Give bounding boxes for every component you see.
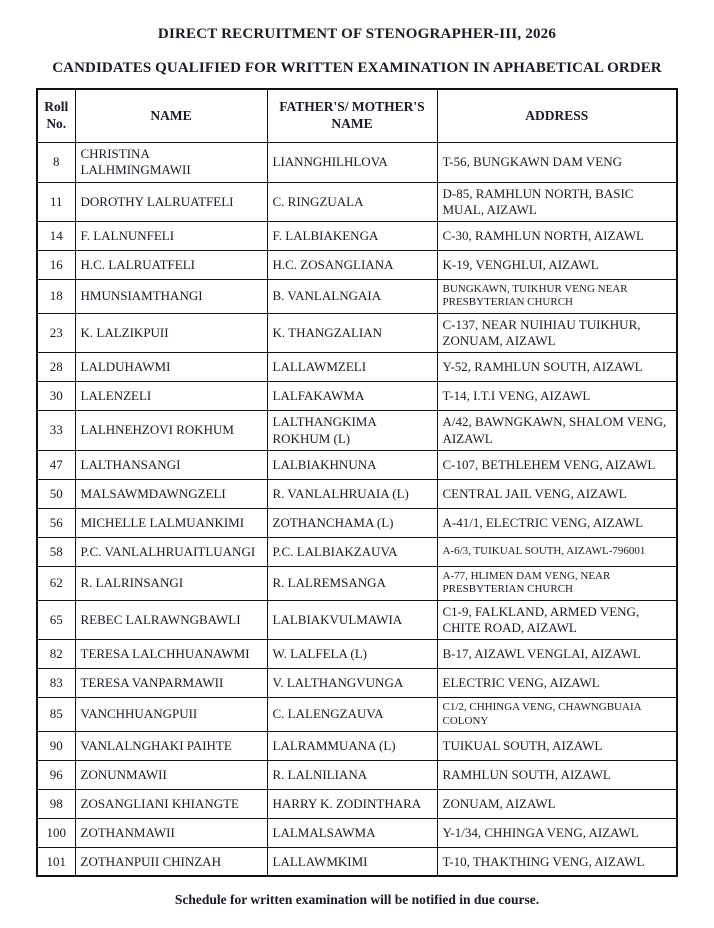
candidate-name-cell: TERESA LALCHHUANAWMI: [75, 640, 267, 669]
roll-number-cell: 100: [37, 818, 75, 847]
roll-number-cell: 96: [37, 760, 75, 789]
roll-number-cell: 50: [37, 479, 75, 508]
parent-name-cell: K. THANGZALIAN: [267, 313, 437, 353]
candidate-name-cell: ZOTHANMAWII: [75, 818, 267, 847]
address-cell: A-6/3, TUIKUAL SOUTH, AIZAWL-796001: [437, 537, 677, 566]
parent-name-cell: LALLAWMZELI: [267, 353, 437, 382]
parent-name-cell: LALTHANGKIMA ROKHUM (L): [267, 411, 437, 451]
address-cell: TUIKUAL SOUTH, AIZAWL: [437, 731, 677, 760]
candidate-name-cell: P.C. VANLALHRUAITLUANGI: [75, 537, 267, 566]
roll-number-cell: 11: [37, 182, 75, 222]
candidate-name-cell: VANLALNGHAKI PAIHTE: [75, 731, 267, 760]
parent-name-cell: LALMALSAWMA: [267, 818, 437, 847]
parent-name-cell: LALRAMMUANA (L): [267, 731, 437, 760]
parent-name-cell: H.C. ZOSANGLIANA: [267, 251, 437, 280]
footer-note: Schedule for written examination will be notified in due course.: [174, 892, 540, 908]
table-row: [37, 847, 677, 876]
table-row: [37, 313, 677, 353]
candidate-name-cell: K. LALZIKPUII: [75, 313, 267, 353]
candidate-name-cell: MICHELLE LALMUANKIMI: [75, 508, 267, 537]
address-cell: RAMHLUN SOUTH, AIZAWL: [437, 760, 677, 789]
address-cell: A/42, BAWNGKAWN, SHALOM VENG, AIZAWL: [437, 411, 677, 451]
table-row: [37, 411, 677, 451]
col-header-name: NAME: [75, 89, 267, 143]
roll-number-cell: 30: [37, 382, 75, 411]
candidate-name-cell: DOROTHY LALRUATFELI: [75, 182, 267, 222]
table-row: [37, 222, 677, 251]
roll-number-cell: 101: [37, 847, 75, 876]
candidate-name-cell: ZONUNMAWII: [75, 760, 267, 789]
roll-number-cell: 62: [37, 566, 75, 600]
parent-name-cell: W. LALFELA (L): [267, 640, 437, 669]
address-cell: K-19, VENGHLUI, AIZAWL: [437, 251, 677, 280]
roll-number-cell: 90: [37, 731, 75, 760]
col-header-roll-no: Roll No.: [37, 89, 75, 143]
candidate-name-cell: ZOTHANPUII CHINZAH: [75, 847, 267, 876]
address-cell: C1/2, CHHINGA VENG, CHAWNGBUAIA COLONY: [437, 698, 677, 732]
candidate-name-cell: R. LALRINSANGI: [75, 566, 267, 600]
roll-number-cell: 85: [37, 698, 75, 732]
candidate-name-cell: ZOSANGLIANI KHIANGTE: [75, 789, 267, 818]
table-row: [37, 353, 677, 382]
roll-number-cell: 28: [37, 353, 75, 382]
candidate-name-cell: F. LALNUNFELI: [75, 222, 267, 251]
candidate-name-cell: LALHNEHZOVI ROKHUM: [75, 411, 267, 451]
table-header-row: [37, 89, 677, 143]
parent-name-cell: C. RINGZUALA: [267, 182, 437, 222]
candidates-table-body: [37, 143, 677, 877]
candidate-name-cell: H.C. LALRUATFELI: [75, 251, 267, 280]
parent-name-cell: P.C. LALBIAKZAUVA: [267, 537, 437, 566]
roll-number-cell: 18: [37, 280, 75, 314]
parent-name-cell: C. LALENGZAUVA: [267, 698, 437, 732]
address-cell: BUNGKAWN, TUIKHUR VENG NEAR PRESBYTERIAN CHURCH: [437, 280, 677, 314]
roll-number-cell: 98: [37, 789, 75, 818]
address-cell: Y-1/34, CHHINGA VENG, AIZAWL: [437, 818, 677, 847]
roll-number-cell: 33: [37, 411, 75, 451]
parent-name-cell: ZOTHANCHAMA (L): [267, 508, 437, 537]
parent-name-cell: LALFAKAWMA: [267, 382, 437, 411]
roll-number-cell: 14: [37, 222, 75, 251]
address-cell: B-17, AIZAWL VENGLAI, AIZAWL: [437, 640, 677, 669]
parent-name-cell: LALBIAKVULMAWIA: [267, 600, 437, 640]
address-cell: C-107, BETHLEHEM VENG, AIZAWL: [437, 450, 677, 479]
address-cell: C-137, NEAR NUIHIAU TUIKHUR, ZONUAM, AIZAWL: [437, 313, 677, 353]
roll-number-cell: 47: [37, 450, 75, 479]
table-row: [37, 450, 677, 479]
candidates-table: [36, 88, 678, 877]
table-row: [37, 537, 677, 566]
candidate-name-cell: HMUNSIAMTHANGI: [75, 280, 267, 314]
parent-name-cell: F. LALBIAKENGA: [267, 222, 437, 251]
address-cell: C1-9, FALKLAND, ARMED VENG, CHITE ROAD, AIZAWL: [437, 600, 677, 640]
address-cell: A-77, HLIMEN DAM VENG, NEAR PRESBYTERIAN CHURCH: [437, 566, 677, 600]
parent-name-cell: R. LALNILIANA: [267, 760, 437, 789]
roll-number-cell: 23: [37, 313, 75, 353]
roll-number-cell: 58: [37, 537, 75, 566]
address-cell: D-85, RAMHLUN NORTH, BASIC MUAL, AIZAWL: [437, 182, 677, 222]
address-cell: ZONUAM, AIZAWL: [437, 789, 677, 818]
roll-number-cell: 82: [37, 640, 75, 669]
candidate-name-cell: LALTHANSANGI: [75, 450, 267, 479]
col-header-address: ADDRESS: [437, 89, 677, 143]
address-cell: T-56, BUNGKAWN DAM VENG: [437, 143, 677, 183]
parent-name-cell: LALLAWMKIMI: [267, 847, 437, 876]
col-header-parent-name: FATHER'S/ MOTHER'S NAME: [267, 89, 437, 143]
table-row: [37, 698, 677, 732]
table-row: [37, 640, 677, 669]
table-row: [37, 508, 677, 537]
table-row: [37, 143, 677, 183]
address-cell: C-30, RAMHLUN NORTH, AIZAWL: [437, 222, 677, 251]
roll-number-cell: 83: [37, 669, 75, 698]
parent-name-cell: HARRY K. ZODINTHARA: [267, 789, 437, 818]
table-row: [37, 251, 677, 280]
roll-number-cell: 56: [37, 508, 75, 537]
table-row: [37, 382, 677, 411]
address-cell: A-41/1, ELECTRIC VENG, AIZAWL: [437, 508, 677, 537]
parent-name-cell: R. LALREMSANGA: [267, 566, 437, 600]
table-row: [37, 760, 677, 789]
roll-number-cell: 65: [37, 600, 75, 640]
address-cell: Y-52, RAMHLUN SOUTH, AIZAWL: [437, 353, 677, 382]
candidate-name-cell: LALDUHAWMI: [75, 353, 267, 382]
roll-number-cell: 16: [37, 251, 75, 280]
parent-name-cell: B. VANLALNGAIA: [267, 280, 437, 314]
address-cell: CENTRAL JAIL VENG, AIZAWL: [437, 479, 677, 508]
candidate-name-cell: LALENZELI: [75, 382, 267, 411]
parent-name-cell: LIANNGHILHLOVA: [267, 143, 437, 183]
roll-number-cell: 8: [37, 143, 75, 183]
table-row: [37, 182, 677, 222]
table-row: [37, 789, 677, 818]
parent-name-cell: LALBIAKHNUNA: [267, 450, 437, 479]
parent-name-cell: R. VANLALHRUAIA (L): [267, 479, 437, 508]
table-row: [37, 479, 677, 508]
page-subtitle: CANDIDATES QUALIFIED FOR WRITTEN EXAMINATION IN APHABETICAL ORDER: [52, 60, 662, 76]
page-title: DIRECT RECRUITMENT OF STENOGRAPHER-III, 2026: [157, 26, 557, 42]
candidate-name-cell: TERESA VANPARMAWII: [75, 669, 267, 698]
candidate-name-cell: REBEC LALRAWNGBAWLI: [75, 600, 267, 640]
table-row: [37, 669, 677, 698]
table-row: [37, 731, 677, 760]
table-row: [37, 566, 677, 600]
address-cell: T-10, THAKTHING VENG, AIZAWL: [437, 847, 677, 876]
candidate-name-cell: CHRISTINA LALHMINGMAWII: [75, 143, 267, 183]
table-row: [37, 280, 677, 314]
table-row: [37, 818, 677, 847]
parent-name-cell: V. LALTHANGVUNGA: [267, 669, 437, 698]
address-cell: T-14, I.T.I VENG, AIZAWL: [437, 382, 677, 411]
address-cell: ELECTRIC VENG, AIZAWL: [437, 669, 677, 698]
candidate-name-cell: MALSAWMDAWNGZELI: [75, 479, 267, 508]
table-row: [37, 600, 677, 640]
candidate-name-cell: VANCHHUANGPUII: [75, 698, 267, 732]
